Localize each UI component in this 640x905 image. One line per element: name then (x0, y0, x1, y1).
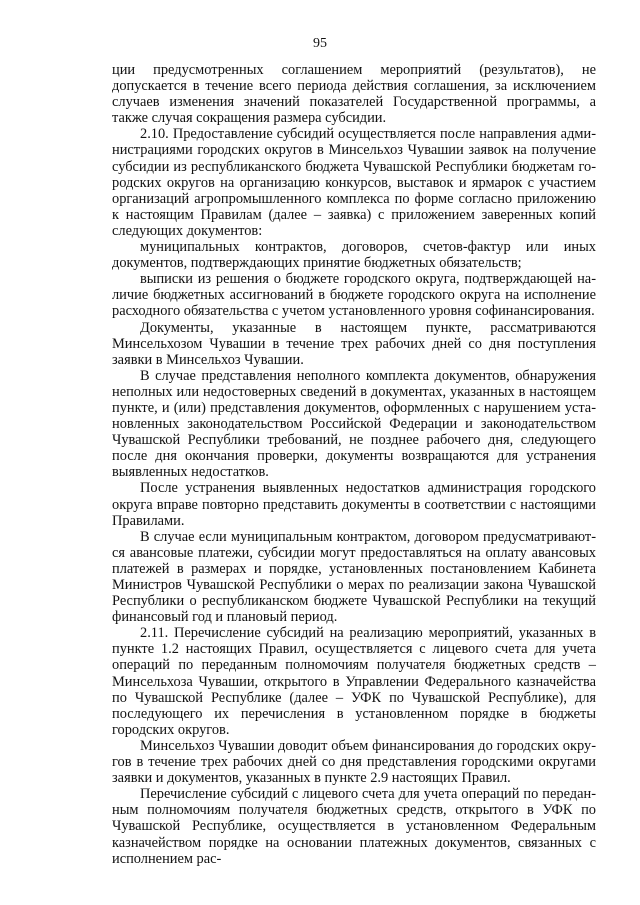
paragraph-continuation: ции предусмотренных соглашением мероприятий (результатов), не допускается в течение всего периода действия соглашения, за исключением случаев изменения значений показателей Государственной программы, а также случая сокращения размера субсидии. (112, 62, 596, 127)
page-number: 95 (313, 36, 327, 51)
paragraph-2-11: 2.11. Перечисление субсидий на реализацию мероприятий, указанных в пункте 1.2 настоящих Правил, осуществляется с лицевого счета для учета операций по переданным полномочиям получателя бюджетных средств – Минсельхоза Чувашии, открытого в Управлении Федерального казначейства по Чувашской Республике (далее – УФК по Чувашской Республике), для последующего их перечисления в установленном порядке в бюджеты городских округов. (112, 625, 596, 738)
paragraph-subsidy-transfer: Перечисление субсидий с лицевого счета для учета операций по переданным полномочиям получателя бюджетных средств, открытого в УФК по Чувашской Республике, осуществляется в установленном Федеральным казначейством порядке на основании платежных документов, связанных с исполнением рас- (112, 786, 596, 867)
paragraph-advance-payments: В случае если муниципальным контрактом, договором предусматриваются авансовые платежи, субсидии могут предоставляться на оплату авансовых платежей в размерах и порядке, установленных постановлением Кабинета Министров Чувашской Республики о мерах по реализации закона Чувашской Республики о республиканском бюджете Чувашской Республики на текущий финансовый год и плановый период. (112, 528, 596, 626)
paragraph-documents-review: Документы, указанные в настоящем пункте, рассматриваются Минсельхозом Чувашии в течение трех рабочих дней со дня поступления заявки в Минсельхоз Чувашии. (112, 319, 596, 368)
paragraph-incomplete-documents: В случае представления неполного комплекта документов, обнаружения неполных или недостоверных сведений в документах, указанных в настоящем пункте, и (или) представления документов, оформленных с нарушением установленных законодательством Российской Федерации и законодательством Чувашской Республики требований, не позднее рабочего дня, следующего после дня окончания проверки, документы возвращаются для устранения выявленных недостатков. (112, 367, 596, 481)
document-body (112, 62, 596, 867)
paragraph-budget-extract-list-item: выписки из решения о бюджете городского округа, подтверждающей наличие бюджетных ассигнований в бюджете городского округа на исполнение расходного обязательства с учетом установленного уровня софинансирования. (112, 271, 596, 320)
paragraph-contracts-list-item: муниципальных контрактов, договоров, счетов-фактур или иных документов, подтверждающих принятие бюджетных обязательств; (112, 239, 596, 272)
paragraph-2-10: 2.10. Предоставление субсидий осуществляется после направления администрациями городских округов в Минсельхоз Чувашии заявок на получение субсидии из республиканского бюджета Чувашской Республики бюджетам городских округов на организацию конкурсов, выставок и ярмарок с участием организаций агропромышленного комплекса по форме согласно приложению к настоящим Правилам (далее – заявка) с приложением заверенных копий следующих документов: (112, 126, 596, 239)
paragraph-resubmission: После устранения выявленных недостатков администрация городского округа вправе повторно представить документы в соответствии с настоящими Правилами. (112, 480, 596, 529)
paragraph-financing-volume: Минсельхоз Чувашии доводит объем финансирования до городских округов в течение трех рабочих дней со дня представления городскими округами заявки и документов, указанных в пункте 2.9 настоящих Правил. (112, 737, 596, 787)
